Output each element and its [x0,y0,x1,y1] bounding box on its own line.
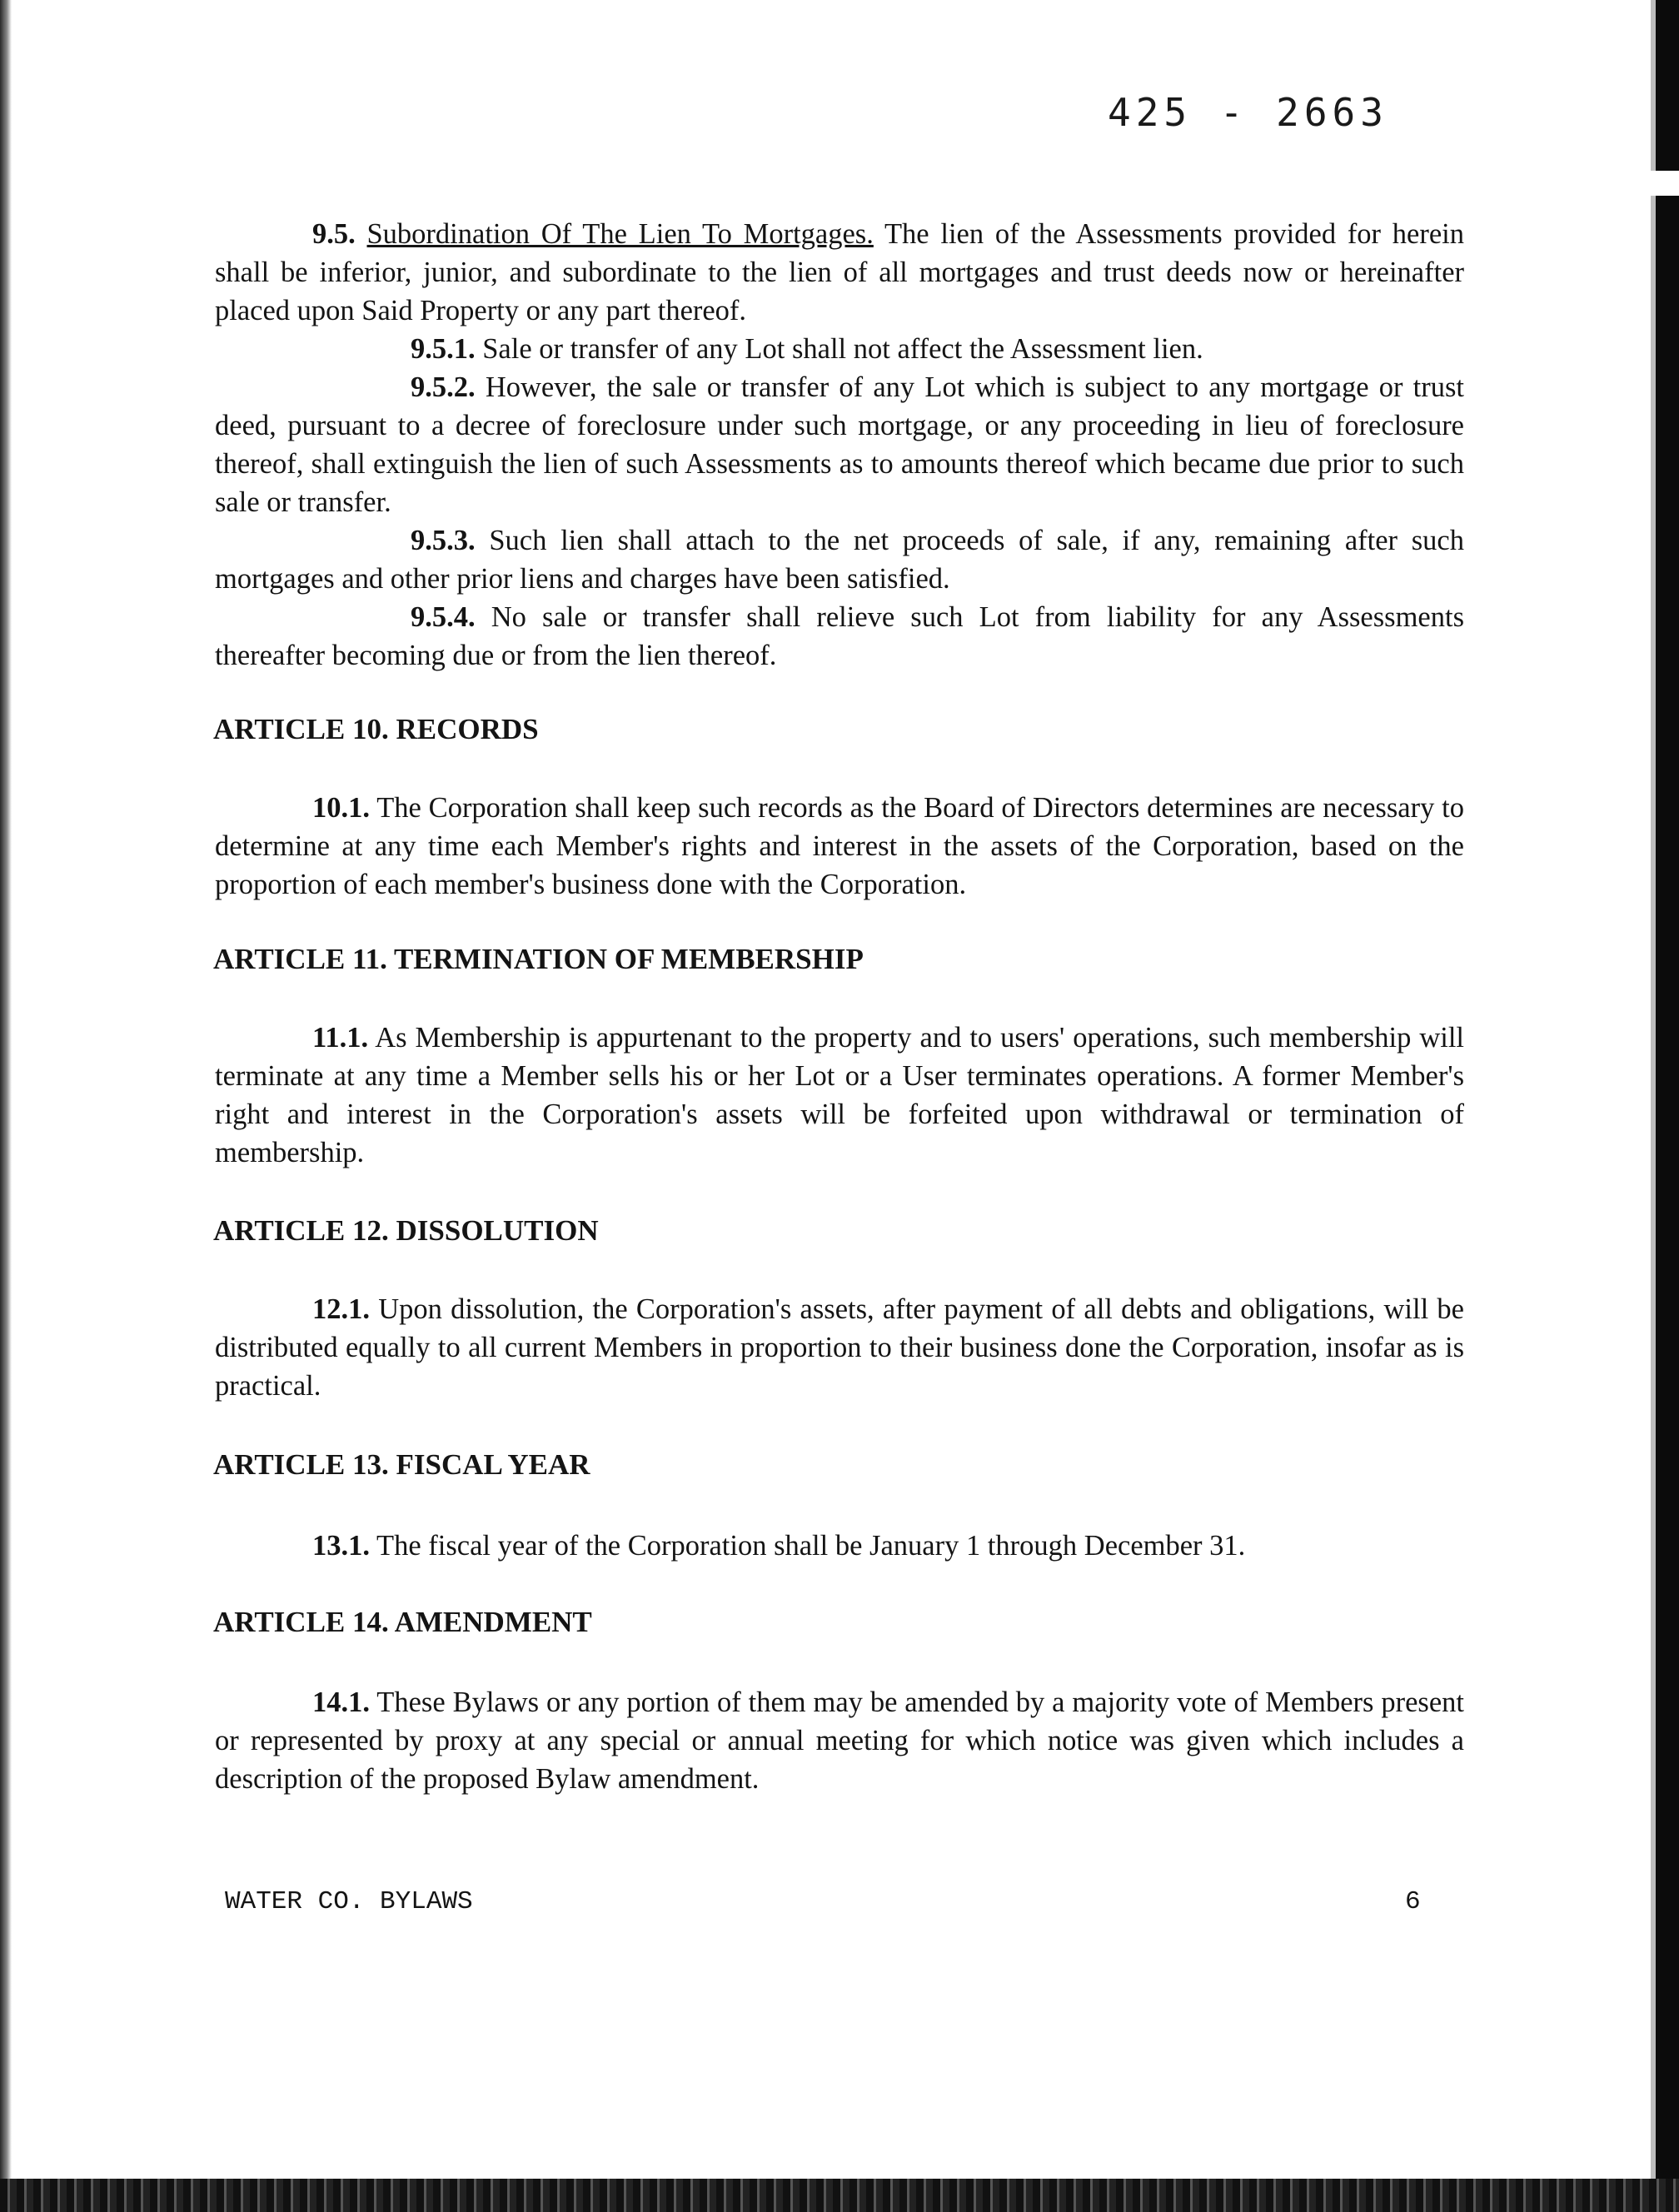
section-11-1 [215,1019,1464,1172]
article-14-body [215,1683,1464,1798]
article-12-body [215,1290,1464,1405]
section-number: 9.5.1. [411,333,476,365]
footer-page-number: 6 [1405,1887,1421,1916]
document-stamp-number: 425 - 2663 [1108,90,1388,135]
section-14-1 [215,1683,1464,1798]
article-13-body [215,1527,1464,1565]
section-text: Such lien shall attach to the net proceeds of sale, if any, remaining after such mortgages and other prior liens and charges have been satisfied. [215,525,1464,595]
section-number: 10.1. [312,792,370,824]
scan-edge-left [0,0,12,2212]
article-13-heading: ARTICLE 13. FISCAL YEAR [213,1448,590,1481]
section-9-5-2 [215,368,1464,521]
section-9-5-block [215,215,1464,675]
article-14-heading: ARTICLE 14. AMENDMENT [213,1606,592,1638]
section-number: 9.5.2. [411,371,476,403]
section-text: Sale or transfer of any Lot shall not affect the Assessment lien. [475,333,1203,365]
section-text: The fiscal year of the Corporation shall be January 1 through December 31. [370,1530,1246,1562]
section-number: 12.1. [312,1293,370,1325]
section-9-5-3 [215,521,1464,598]
section-number: 13.1. [312,1530,370,1562]
article-12-heading: ARTICLE 12. DISSOLUTION [213,1214,599,1247]
section-text: These Bylaws or any portion of them may be amended by a majority vote of Members present or represented by proxy at any special or annual meeting for which notice was given which includes a description of the proposed Bylaw amendment. [215,1686,1464,1795]
section-number: 14.1. [312,1686,370,1718]
article-11-body [215,1019,1464,1172]
section-text: The lien of the Assessments provided for herein shall be inferior, junior, and subordinate to the lien of all mortgages and trust deeds now or hereinafter placed upon Said Property or any part thereof. [215,218,1464,326]
section-number: 9.5.4. [411,601,476,633]
section-text: However, the sale or transfer of any Lot which is subject to any mortgage or trust deed, pursuant to a decree of foreclosure under such mortgage, or any proceeding in lieu of foreclosure thereof, shall extinguish the lien of such Assessments as to amounts thereof which became due prior to such sale or transfer. [215,371,1464,518]
section-title: Subordination Of The Lien To Mortgages. [366,218,874,250]
section-13-1 [215,1527,1464,1565]
article-10-body [215,789,1464,904]
scan-notch [1646,171,1679,196]
section-number: 9.5.3. [411,525,476,556]
scan-edge-bottom [0,2179,1679,2212]
section-number: 11.1. [312,1022,369,1054]
section-number: 9.5. [312,218,356,250]
section-10-1 [215,789,1464,904]
section-9-5-1 [215,330,1464,368]
section-text: As Membership is appurtenant to the property and to users' operations, such membership will terminate at any time a Member sells his or her Lot or a User terminates operations. A former Member's right and interest in the Corporation's assets will be forfeited upon withdrawal or termination of membership. [215,1022,1464,1168]
scan-edge-right [1656,0,1679,2212]
section-text: The Corporation shall keep such records as the Board of Directors determines are necessary to determine at any time each Member's rights and interest in the assets of the Corporation, based on the proportion of each member's business done with the Corporation. [215,792,1464,900]
section-text: No sale or transfer shall relieve such Lot from liability for any Assessments thereafter becoming due or from the lien thereof. [215,601,1464,671]
article-11-heading: ARTICLE 11. TERMINATION OF MEMBERSHIP [213,943,864,975]
section-9-5 [215,215,1464,330]
section-12-1 [215,1290,1464,1405]
section-9-5-4 [215,598,1464,675]
section-text: Upon dissolution, the Corporation's assets, after payment of all debts and obligations, will be distributed equally to all current Members in proportion to their business done the Corporation, insofar as is practical. [215,1293,1464,1402]
footer-document-title: WATER CO. BYLAWS [225,1887,473,1916]
article-10-heading: ARTICLE 10. RECORDS [213,713,539,745]
